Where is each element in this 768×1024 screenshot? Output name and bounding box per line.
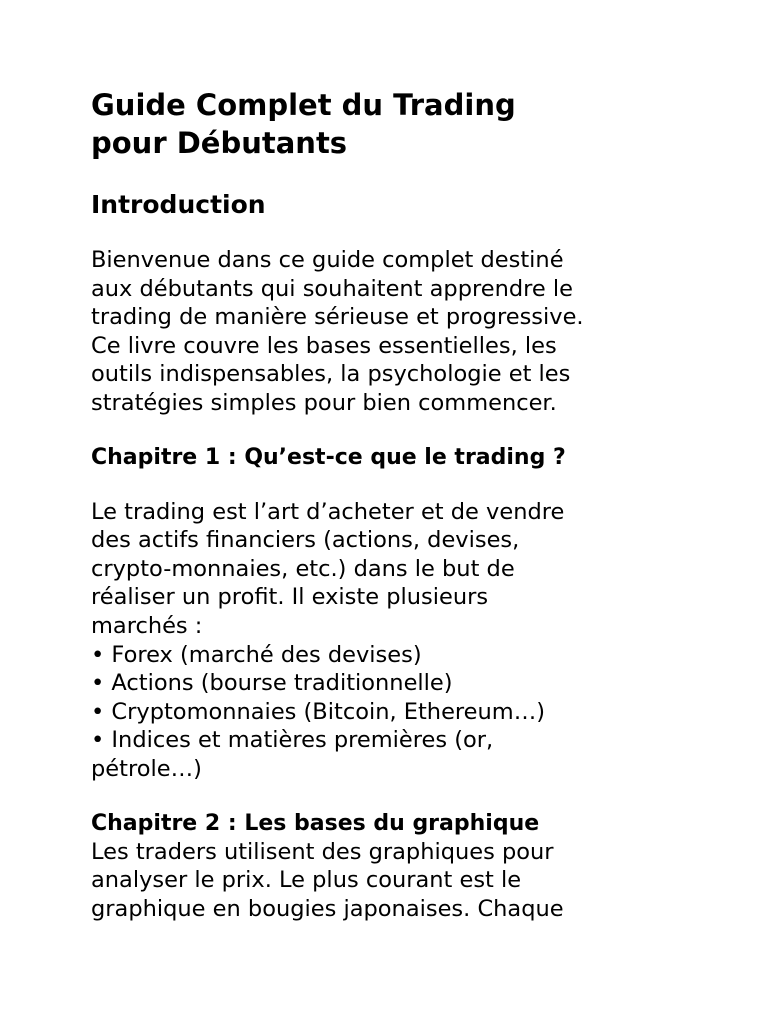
paragraph-line: aux débutants qui souhaitent apprendre le (91, 275, 573, 302)
paragraph-line: graphique en bougies japonaises. Chaque (91, 895, 564, 922)
paragraph-line: Bienvenue dans ce guide complet destiné (91, 247, 564, 273)
chapter-1-paragraph (91, 498, 691, 784)
bullet-item: • Actions (bourse traditionnelle) (91, 670, 453, 697)
chapter-2-paragraph (91, 838, 691, 924)
document-title (91, 86, 691, 162)
paragraph-line: Ce livre couvre les bases essentielles, les (91, 332, 557, 359)
paragraph-line: Le trading est l’art d’acheter et de vendre (91, 498, 565, 525)
paragraph-line: trading de manière sérieuse et progressive. (91, 304, 584, 331)
bullet-item: • Forex (marché des devises) (91, 641, 422, 668)
paragraph-line: stratégies simples pour bien commencer. (91, 389, 557, 416)
title-line: pour Débutants (91, 126, 348, 160)
paragraph-line: Les traders utilisent des graphiques pour (91, 838, 554, 865)
paragraph-line: analyser le prix. Le plus courant est le (91, 867, 522, 894)
bullet-item: • Cryptomonnaies (Bitcoin, Ethereum…) (91, 698, 545, 725)
paragraph-line: pétrole…) (91, 755, 202, 782)
chapter-2-heading: Chapitre 2 : Les bases du graphique (91, 810, 540, 836)
section-heading-introduction: Introduction (91, 190, 266, 219)
chapter-1-heading: Chapitre 1 : Qu’est-ce que le trading ? (91, 444, 566, 470)
document-content (91, 86, 691, 923)
paragraph-line: des actifs financiers (actions, devises, (91, 527, 520, 554)
paragraph-line: marchés : (91, 612, 203, 639)
paragraph-line: crypto-monnaies, etc.) dans le but de (91, 555, 515, 582)
paragraph-line: outils indispensables, la psychologie et les (91, 361, 571, 388)
introduction-paragraph (91, 246, 691, 418)
paragraph-line: réaliser un profit. Il existe plusieurs (91, 584, 489, 611)
title-line: Guide Complet du Trading (91, 88, 516, 122)
bullet-item: • Indices et matières premières (or, (91, 727, 494, 754)
